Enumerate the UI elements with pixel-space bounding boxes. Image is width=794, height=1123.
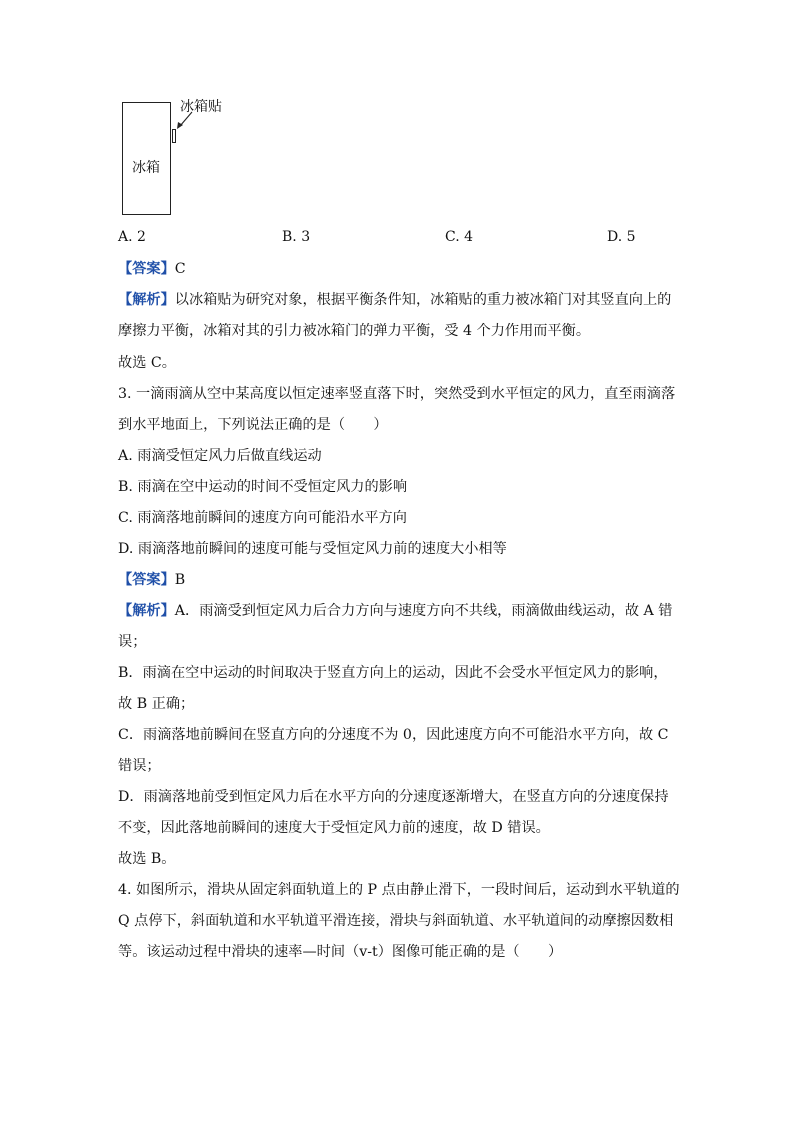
q3-analysis-line: 误；	[118, 634, 147, 650]
answer-value: C	[174, 261, 186, 277]
q2-option-d: D. 5	[607, 229, 636, 245]
q3-analysis-line: D．雨滴落地前受到恒定风力后在水平方向的分速度逐渐增大，在竖直方向的分速度保持	[118, 789, 669, 805]
q4-stem-line: 4. 如图所示，滑块从固定斜面轨道上的 P 点由静止滑下，一段时间后，运动到水平轨道的	[118, 882, 680, 898]
q3-analysis-line: 错误；	[118, 758, 161, 774]
analysis-tag: 【解析】	[118, 603, 175, 619]
q2-option-c: C. 4	[445, 229, 474, 245]
analysis-tag: 【解析】	[118, 292, 175, 308]
fridge-label: 冰箱	[132, 160, 160, 176]
answer-tag: 【答案】	[118, 261, 175, 277]
q3-stem-line: 到水平地面上，下列说法正确的是（ ）	[118, 417, 388, 433]
q2-option-b: B. 3	[282, 229, 311, 245]
q3-answer	[118, 570, 185, 590]
q2-analysis-line: 【解析】以冰箱贴为研究对象，根据平衡条件知，冰箱贴的重力被冰箱门对其竖直向上的	[118, 292, 672, 308]
q2-option-a: A. 2	[118, 229, 146, 245]
q3-stem-line: 3. 一滴雨滴从空中某高度以恒定速率竖直落下时，突然受到水平恒定的风力，直至雨滴落	[118, 386, 676, 402]
q3-analysis-line: C．雨滴落地前瞬间在竖直方向的分速度不为 0，因此速度方向不可能沿水平方向，故 C	[118, 727, 669, 743]
q3-option-b: B. 雨滴在空中运动的时间不受恒定风力的影响	[118, 479, 408, 495]
q3-option-c: C. 雨滴落地前瞬间的速度方向可能沿水平方向	[118, 510, 407, 526]
q2-answer	[118, 259, 186, 279]
magnet-label: 冰箱贴	[180, 99, 222, 115]
answer-value: B	[174, 572, 186, 588]
q3-option-a: A. 雨滴受恒定风力后做直线运动	[118, 448, 322, 464]
answer-tag: 【答案】	[118, 572, 175, 588]
q4-stem-line: 等。该运动过程中滑块的速率—时间（v-t）图像可能正确的是（ ）	[118, 944, 563, 960]
fridge-figure	[118, 96, 258, 222]
q3-analysis-line: B．雨滴在空中运动的时间取决于竖直方向上的运动，因此不会受水平恒定风力的影响，	[118, 665, 668, 681]
q4-stem-line: Q 点停下，斜面轨道和水平轨道平滑连接，滑块与斜面轨道、水平轨道间的动摩擦因数相	[118, 913, 674, 929]
q2-options	[0, 229, 794, 249]
q3-option-d: D. 雨滴落地前瞬间的速度可能与受恒定风力前的速度大小相等	[118, 541, 507, 557]
q3-analysis-line: 故 B 正确；	[118, 696, 195, 712]
q3-conclusion: 故选 B。	[118, 851, 176, 867]
q3-analysis-line: 不变，因此落地前瞬间的速度大于受恒定风力前的速度，故 D 错误。	[118, 820, 550, 836]
q2-conclusion: 故选 C。	[118, 355, 176, 371]
q2-analysis-line: 摩擦力平衡，冰箱对其的引力被冰箱门的弹力平衡，受 4 个力作用而平衡。	[118, 323, 591, 339]
q3-analysis-line: 【解析】A．雨滴受到恒定风力后合力方向与速度方向不共线，雨滴做曲线运动，故 A 错	[118, 603, 673, 619]
